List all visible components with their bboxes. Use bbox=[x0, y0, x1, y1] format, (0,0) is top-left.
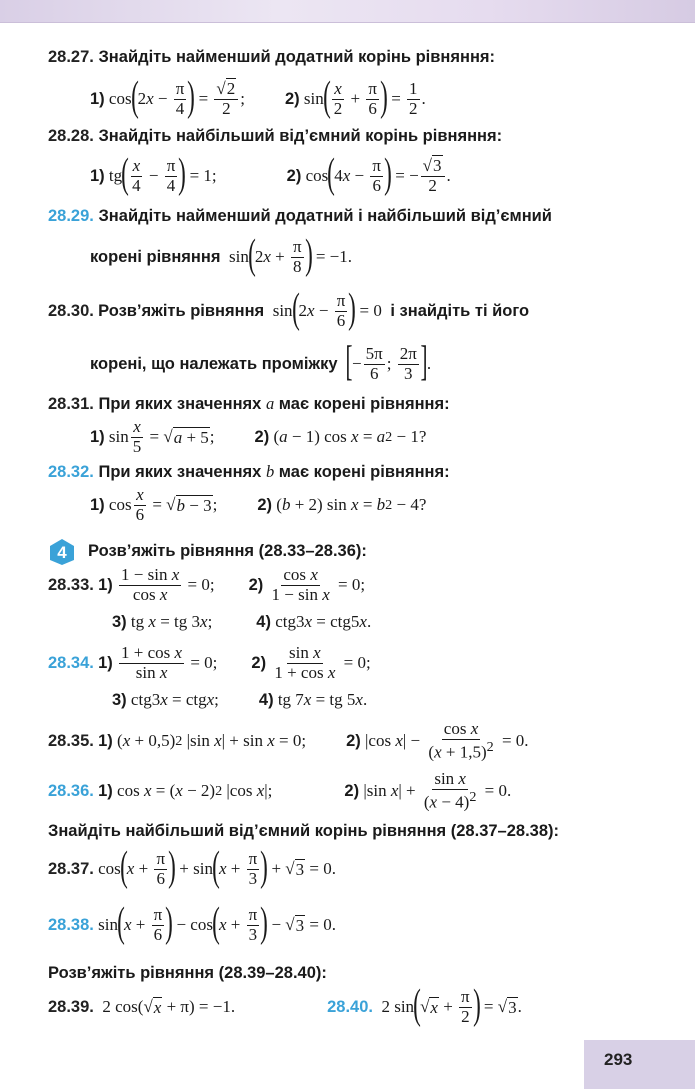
page-number: 293 bbox=[604, 1050, 633, 1069]
exercise-text: Знайдіть найбільший від’ємний корінь рівняння: bbox=[98, 127, 503, 145]
exercise-28-31-equations: 1) sin $\frac{x}{5}$ = √ a + 5 ; 2) ( a − 1) cos x = a 2 − 1? bbox=[90, 417, 427, 456]
exercise-number: 28.33. bbox=[48, 575, 94, 594]
exercise-number: 28.32. bbox=[48, 463, 94, 481]
exercise-28-33-line1: 28.33. 1) $\frac{\text{1 − sin x}}{\text{cos x}}$ = 0; 2) $\frac{\text{cos x}}{\text{1 − sin x}}$ = 0; bbox=[48, 565, 366, 604]
exercise-text: Знайдіть найменший додатний і найбільший від’ємний bbox=[98, 207, 552, 225]
exercise-text-suffix: має корені рівняння: bbox=[278, 395, 450, 413]
exercise-28-28-heading bbox=[48, 127, 502, 146]
section-text: Знайдіть найбільший від’ємний корінь рівняння (28.37–28.38): bbox=[48, 822, 560, 840]
exercise-28-32-equations: 1) cos $\frac{x}{6}$ = √ b − 3 ; 2) ( b + 2) sin x = b 2 − 4? bbox=[90, 485, 427, 524]
exercise-text: Знайдіть найменший додатний корінь рівняння: bbox=[98, 48, 496, 66]
exercise-number: 28.40. bbox=[327, 997, 373, 1016]
exercise-28-37: 28.37. cos ( x + $\frac{\pi}{6}$ ) + sin ( x + $\frac{\pi}{3}$ ) + √ 3 = 0. bbox=[48, 844, 336, 890]
parameter: b bbox=[265, 462, 275, 481]
section-text: Розв’яжіть рівняння (28.39–28.40): bbox=[48, 964, 327, 982]
exercise-number: 28.35. bbox=[48, 731, 94, 750]
section-find-heading bbox=[48, 822, 559, 841]
exercise-number: 28.37. bbox=[48, 859, 94, 878]
exercise-text-suffix: має корені рівняння: bbox=[278, 463, 450, 481]
svg-text:4: 4 bbox=[57, 543, 67, 562]
exercise-28-32-heading bbox=[48, 462, 450, 482]
exercise-28-27-heading bbox=[48, 48, 495, 67]
exercise-28-38: 28.38. sin ( x + $\frac{\pi}{6}$ ) − cos ( x + $\frac{\pi}{3}$ ) − √ 3 = 0. bbox=[48, 900, 336, 946]
exercise-28-39-40: 28.39. 2 cos(√ x + π) = −1. 28.40. 2 sin ( √ x + $\frac{\pi}{2}$ ) = √ 3 . bbox=[48, 982, 522, 1028]
exercise-text-line2: корені рівняння bbox=[90, 247, 221, 266]
exercise-28-27-equations: 1) cos ( 2 x − $\frac{\pi}{4}$ ) = $\frac{√2}{2}$ ; 2) sin ( $\frac{x}{2}$ + $\frac{\pi}{6}$ ) = $\frac{1}{2}$ . bbox=[90, 74, 426, 120]
exercise-28-31-heading bbox=[48, 394, 450, 414]
exercise-number: 28.28. bbox=[48, 127, 94, 145]
exercise-28-34-line2: 3) ctg3 x = ctg x ; 4) tg 7 x = tg 5 x . bbox=[112, 690, 368, 709]
exercise-text: При яких значеннях bbox=[98, 395, 262, 413]
exercise-number: 28.39. bbox=[48, 997, 94, 1016]
exercise-number: 28.29. bbox=[48, 207, 94, 225]
exercise-number: 28.31. bbox=[48, 395, 94, 413]
exercise-text-line2: корені, що належать проміжку bbox=[90, 354, 338, 373]
exercise-28-29-heading bbox=[48, 207, 552, 226]
exercise-28-35: 28.35. 1) ( x + 0,5) 2 |sin x | + sin x = 0; 2) |cos x | − $\frac{\text{cos x}}{(x + 1,5)^2}$ = 0. bbox=[48, 719, 529, 762]
exercise-text: При яких значеннях bbox=[98, 463, 262, 481]
parameter: a bbox=[265, 394, 275, 413]
top-decorative-band bbox=[0, 0, 695, 22]
exercise-28-34-line1: 28.34. 1) $\frac{\text{1 + cos x}}{\text{sin x}}$ = 0; 2) $\frac{\text{sin x}}{\text{1 + cos x}}$ = 0; bbox=[48, 643, 371, 682]
exercise-28-30-line2: корені, що належать проміжку [ − $\frac{5\pi}{6}$ ; $\frac{2\pi}{3}$ ] . bbox=[90, 339, 432, 385]
exercise-28-29-equation: корені рівняння sin ( 2 x + $\frac{\pi}{8}$ ) = −1. bbox=[90, 232, 352, 278]
page-number-box bbox=[584, 1040, 695, 1089]
exercise-number: 28.27. bbox=[48, 48, 94, 66]
exercise-number: 28.36. bbox=[48, 781, 94, 800]
exercise-28-33-line2: 3) tg x = tg 3 x ; 4) ctg3 x = ctg5 x . bbox=[112, 612, 372, 631]
level-4-badge-icon bbox=[48, 538, 76, 566]
exercise-text: Розв’яжіть рівняння bbox=[98, 301, 265, 320]
top-band-divider bbox=[0, 22, 695, 23]
exercise-28-36: 28.36. 1) cos x = ( x − 2) 2 |cos x |; 2) |sin x | + $\frac{\text{sin x}}{(x - 4)^2}$ = 0. bbox=[48, 769, 512, 812]
section-4-heading bbox=[88, 542, 367, 561]
exercise-number: 28.38. bbox=[48, 915, 94, 934]
exercise-28-28-equations: 1) tg ( $\frac{x}{4}$ − $\frac{\pi}{4}$ ) = 1; 2) cos ( 4 x − $\frac{\pi}{6}$ ) = − $\frac{√3}{2}$ . bbox=[90, 151, 451, 197]
exercise-number: 28.30. bbox=[48, 301, 94, 320]
section-solve-heading bbox=[48, 964, 327, 983]
exercise-number: 28.34. bbox=[48, 653, 94, 672]
exercise-28-30-line1: 28.30. Розв’яжіть рівняння sin ( 2 x − $\frac{\pi}{6}$ ) = 0 і знайдіть ті його bbox=[48, 286, 530, 332]
exercise-text-suffix: і знайдіть ті його bbox=[390, 301, 530, 320]
section-text: Розв’яжіть рівняння (28.33–28.36): bbox=[88, 542, 367, 560]
